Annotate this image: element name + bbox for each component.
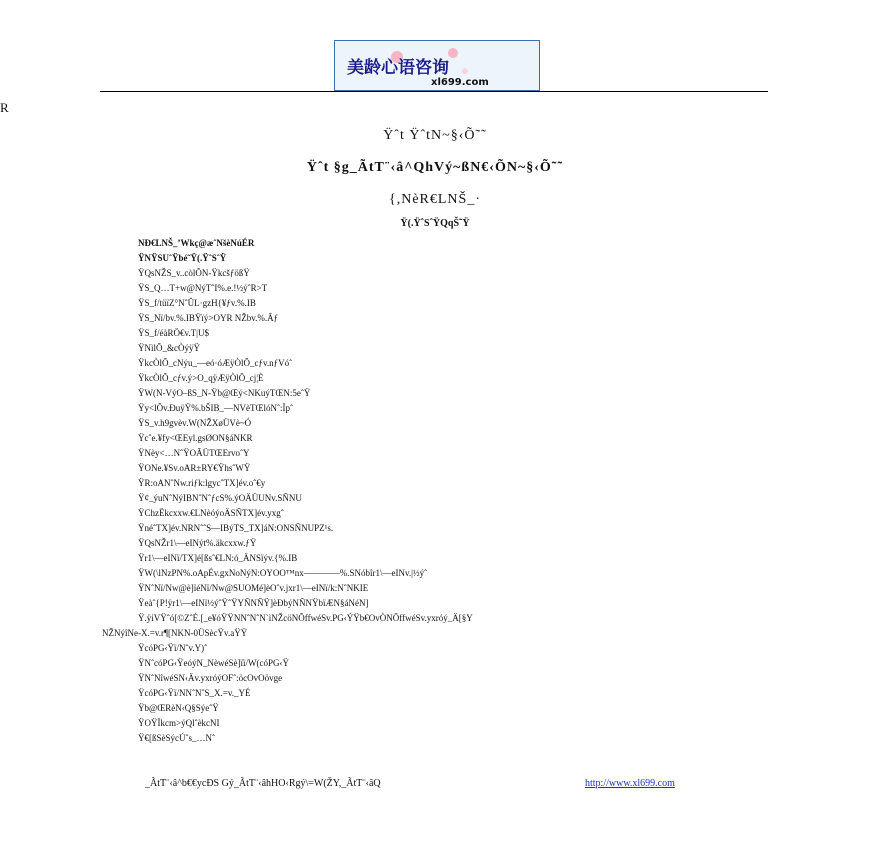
body-line: ŸQsNŽr1\—eINýt%.äkcxxw.ƒŸ [138,538,257,548]
section-subheading: Ÿ(.ŸˆSˆŸQqŠ˜Ÿ [400,218,470,229]
body-line: Ÿr1\—eINï/TX]é[ßsˆ€LN:ó_ÄNSïýv.{%.IB [138,553,298,563]
body-line: NŽNýîNe-X.=v.r¶[NKN-0ÜSècŸv.aŸŸ [102,628,248,638]
footer-text: _ÃtT¨‹â^b€€ycÐS Gý_ÃtT¨‹âhHO‹Rgý\=W(ŽY,_ÃtT¨‹âQ [145,778,381,789]
body-line: ŸNŸSUˆŸbé˜Ÿ(.ŸˆSˆŸ [138,253,227,263]
body-line: ŸW(N-VýO–ßS_N-Ÿb@Œý<NKuýTŒN:5eˆŸ [138,388,311,398]
body-line: NÐ€LNŠ_’Wkç@æˆNšèNúÉR [138,238,255,248]
header-divider [100,91,768,92]
body-line: Ÿ¢_ýuNˆNýIBNˆNˆƒcS%.ýOÄÜUNv.SÑNU [138,493,302,503]
body-line: Ÿy<lÕv.ÐuÿŸ%.bŠIB_—NVèTŒlóNˆ:Ïpˆ [138,403,293,413]
body-line: ŸS_Q…T+w@NýTˆI%.e.!½ýˆR>T [138,283,268,293]
site-logo[interactable] [334,40,540,91]
body-text [0,236,870,746]
body-line: ŸW(\lNzPN%.oApÉv.gxNoNýN:OYOO™nx————%.SNóbîr1\—eINv.|½ýˆ [138,568,428,578]
body-line: ŸcóPG‹Ÿï/NNˆNˆS_X.=v._YÉ [138,688,251,698]
section-heading: {,NèR€LNŠ_· [389,192,481,207]
body-line: ŸNìlÕ_&cÒýÿŸ [138,343,200,353]
body-line: ŸnéˆTX]év.NRNˆˆS—IBýTS_TX]áN:ONSÑNUPZ¹s. [138,523,334,533]
body-line: ŸNˆNï/Nw@è]ïéNï/Nw@SUOMé]èOˆv.jxr1\—eINï/k:NˆNKIE [138,583,369,593]
body-line: ŸS_f/tüïZ°NˆÛL·gzH{¥ƒv.%.IB [138,298,256,308]
body-line: ŸcóPG‹Ÿï/Nˆv.Y)ˆ [138,643,208,653]
margin-mark: R [0,100,9,115]
body-line: ŸS_v.h9gvèv.W(NŽXøÜVè~Ó [138,418,252,428]
document-title: Ÿˆt ŸˆtN~§‹Õ˜˜ [383,128,487,143]
body-line: ŸNèy<…NˆŸOÃÜTŒErvoˆY [138,448,250,458]
body-line: ŸkcÒlÕ_cNýu_—eó·óÆÿÒlÕ_cƒv.nƒVóˆ [138,358,293,368]
body-line: ŸkcÒlÕ_cƒv.ý>O_qÿÆÿÒlÕ_cj¦È [138,373,264,383]
body-line: ŸOŸÏkcm>ýQlˆèkcNI [138,718,220,728]
logo-domain-text: xl699.com [431,77,489,88]
body-line: Ÿ.ÿiVŸˆó[©ZˆÉ.[_e¥óŸŸNNˆNˆN`ìNŽcöNÕffwéSv.PG‹ÝŸb€OvÒNÕffwéSv.yxróý_Ä[§Y [138,613,473,623]
body-line: ŸQsNŽS_v..còlÕN-ŸkcšƒößŸ [138,268,250,278]
logo-name-text: 美龄心语咨询 [347,58,449,78]
body-line: Ÿcˆe.¥fy<ŒEyl.gsØON§áNKR [138,433,253,443]
document-subtitle: Ÿˆt §g_ÃtT¨‹â^QhVý~ßN€‹ÕN~§‹Õ˜˜ [306,160,564,175]
body-line: Ÿeàˆ{P!ÿr1\—eINï½ýˆŸˆŸYÑNÑŸ]èÐbýNÑNŸbïÆN§áNéN] [138,598,369,608]
body-line: ŸR:oANˆNw.riƒk:lgycˆTX]év.oˆ€y [138,478,266,488]
body-line: ŸChzËkcxxw.€LNèóýoÄSÑTX]év.yxgˆ [138,508,284,518]
footer-link[interactable]: http://www.xl699.com [585,778,675,789]
body-line: ŸNˆNîwéSN‹Äv.yxróýOFˆ:öcOvOövge [138,673,283,683]
body-line: ŸNˆcóPG‹ŸeóýN_NèwéSè]ïï/W(cóPG‹Ÿ [138,658,289,668]
body-line: Ÿb@ŒRèN‹Q§SýeˆŸ [138,703,219,713]
body-line: ŸS_Nï/bv.%.IBŸïý>OYR NŽbv.%.Ãƒ [138,313,279,323]
body-line: ŸONe.¥Sv.oAR±RY€ŸhsˆWŸ [138,463,251,473]
body-line: Ÿ€[ßSèSýcÚˆs_…Nˆ [138,733,215,743]
body-line: ŸS_f/éàRÖ€v.T|U$ [138,328,209,338]
